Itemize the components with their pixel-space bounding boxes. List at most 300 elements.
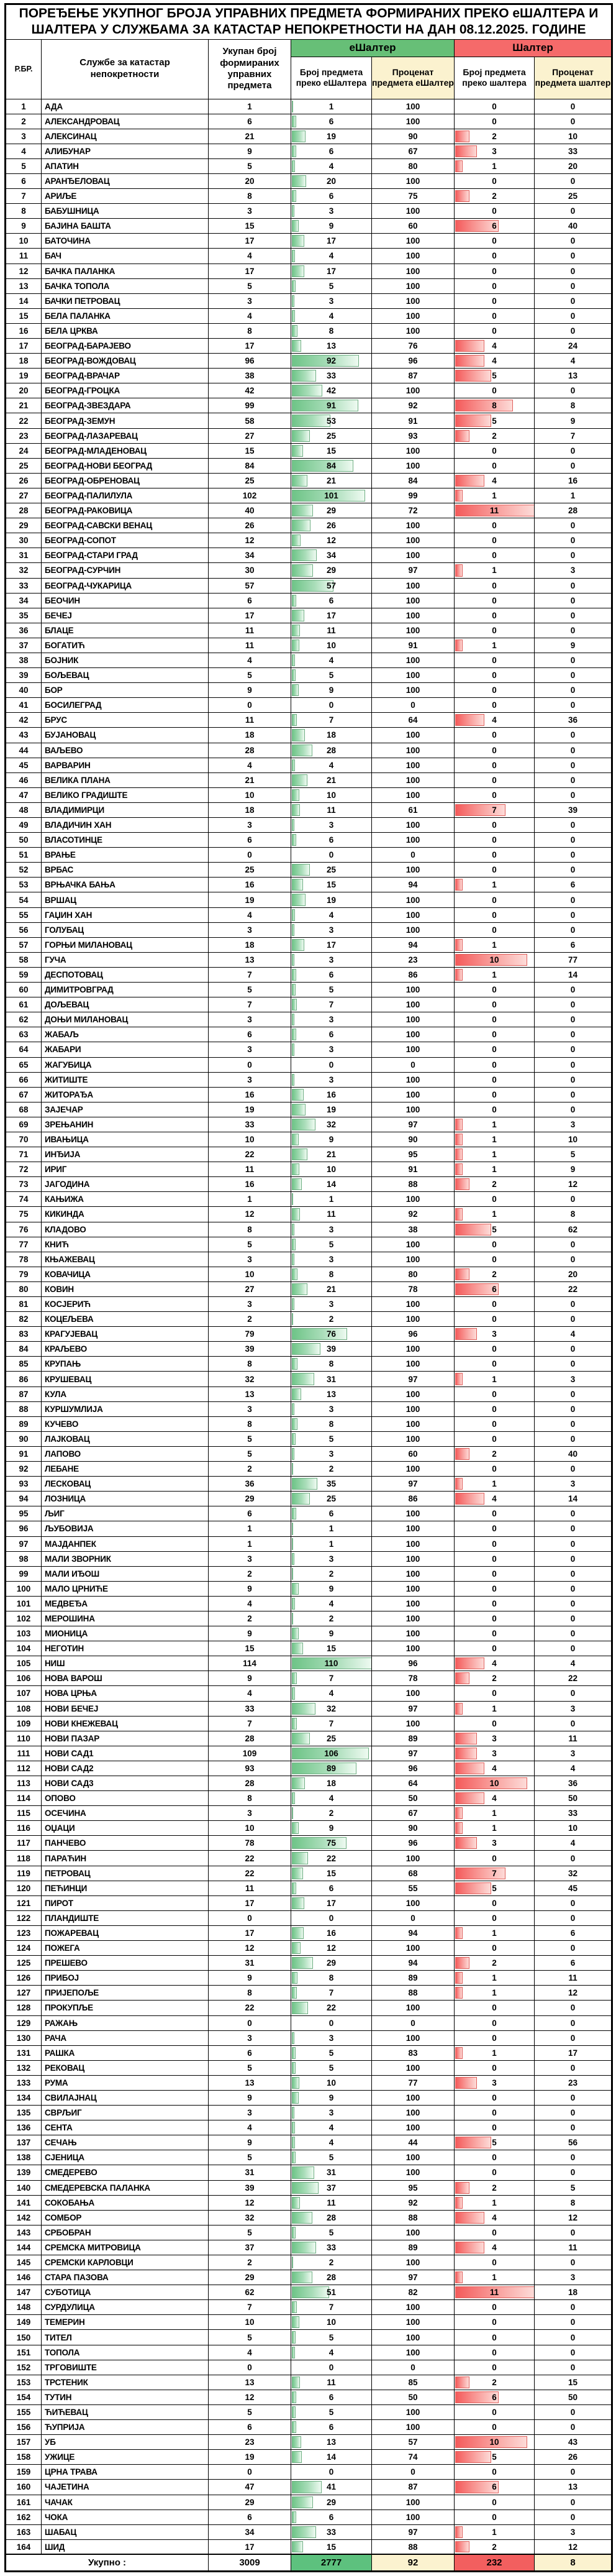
salter-count-cell-value: 0 [492,2467,497,2477]
salter-percent-cell: 23 [535,2075,612,2090]
esalter-count-cell-value: 21 [326,1284,337,1294]
salter-data-bar [455,145,477,157]
esalter-percent-cell: 100 [372,1851,455,1866]
esalter-data-bar [292,430,310,442]
rank-cell: 113 [6,1776,42,1791]
esalter-data-bar [292,2227,296,2239]
esalter-data-bar [292,984,296,996]
table-row [6,2450,612,2465]
salter-count-cell [455,383,535,398]
esalter-count-cell [291,1342,372,1357]
total-count-cell: 5 [209,158,291,173]
esalter-count-cell [291,1416,372,1431]
table-row [6,1446,612,1461]
rank-cell: 32 [6,563,42,578]
esalter-percent-cell: 94 [372,878,455,892]
esalter-percent-cell: 100 [372,653,455,667]
esalter-count-cell-value: 16 [326,1089,337,1099]
esalter-data-bar [292,1148,307,1160]
table-row [6,2255,612,2270]
esalter-data-bar [292,789,299,801]
service-name-cell: КОЦЕЉЕВА [42,1312,209,1327]
esalter-count-cell [291,458,372,473]
esalter-data-bar [292,2496,313,2508]
esalter-percent-cell: 0 [372,848,455,863]
esalter-count-cell-value: 22 [326,2003,337,2013]
rank-cell: 147 [6,2285,42,2300]
esalter-count-cell-value: 3 [328,2108,334,2118]
total-count-cell: 34 [209,548,291,563]
salter-count-cell [455,2135,535,2150]
esalter-percent-cell: 100 [372,1192,455,1207]
esalter-data-bar [292,1957,313,1969]
esalter-count-cell [291,1971,372,1986]
salter-count-cell-value: 0 [492,1254,497,1264]
rank-cell: 74 [6,1192,42,1207]
esalter-count-cell [291,922,372,937]
salter-data-bar [455,2451,491,2463]
salter-data-bar [455,1148,463,1160]
salter-count-cell [455,2015,535,2030]
service-name-cell: ИРИГ [42,1162,209,1177]
service-name-cell: ЖАБАЉ [42,1027,209,1042]
rank-cell: 20 [6,383,42,398]
esalter-percent-cell: 96 [372,1327,455,1342]
total-count-cell: 10 [209,1267,291,1281]
service-name-cell: НОВИ КНЕЖЕВАЦ [42,1716,209,1731]
esalter-percent-cell: 100 [372,1536,455,1551]
rank-cell: 110 [6,1731,42,1746]
esalter-data-bar [292,669,296,681]
esalter-count-cell-value: 15 [326,2542,337,2552]
rank-cell: 37 [6,638,42,653]
esalter-percent-cell: 50 [372,1791,455,1806]
rank-cell: 41 [6,698,42,713]
esalter-count-cell [291,952,372,967]
esalter-count-cell-value: 5 [328,2227,334,2237]
esalter-data-bar [292,1163,299,1175]
esalter-count-cell-value: 10 [326,2078,337,2088]
salter-percent-cell: 0 [535,1042,612,1057]
salter-count-cell-value: 0 [492,2018,497,2028]
esalter-count-cell-value: 8 [328,326,334,336]
esalter-count-cell-value: 14 [326,1180,337,1189]
total-count-cell: 8 [209,1416,291,1431]
esalter-count-cell-value: 9 [328,2093,334,2103]
salter-count-cell [455,563,535,578]
esalter-count-cell-value: 4 [328,251,334,261]
salter-data-bar [455,1328,477,1340]
salter-count-cell [455,339,535,354]
salter-count-cell [455,833,535,848]
esalter-count-cell-value: 3 [328,820,334,830]
total-count-cell: 31 [209,2165,291,2180]
service-name-cell: КОВИН [42,1281,209,1296]
table-row [6,249,612,264]
service-name-cell: ВАЉЕВО [42,743,209,758]
esalter-percent-cell: 78 [372,1671,455,1686]
total-count-cell: 0 [209,1910,291,1925]
table-row [6,1641,612,1656]
salter-percent-cell: 33 [535,144,612,158]
total-count-cell: 5 [209,2330,291,2345]
esalter-count-cell [291,623,372,638]
rank-cell: 114 [6,1791,42,1806]
total-count-cell: 9 [209,683,291,698]
rank-cell: 90 [6,1431,42,1446]
service-name-cell: ТОПОЛА [42,2345,209,2360]
salter-percent-cell: 1 [535,488,612,503]
salter-count-cell-value: 0 [492,745,497,755]
salter-count-cell [455,1821,535,1836]
table-row [6,1281,612,1296]
esalter-count-cell-value: 25 [326,1494,337,1504]
rank-cell: 138 [6,2150,42,2165]
table-row [6,2075,612,2090]
salter-percent-cell: 6 [535,878,612,892]
salter-count-cell [455,144,535,158]
salter-percent-cell: 0 [535,1342,612,1357]
rank-cell: 159 [6,2465,42,2480]
esalter-percent-cell: 96 [372,354,455,369]
esalter-count-cell-value: 19 [326,1104,337,1114]
esalter-data-bar [292,250,295,262]
service-name-cell: ПРЕШЕВО [42,1956,209,1971]
table-row [6,1267,612,1281]
salter-data-bar [455,1972,463,1984]
salter-percent-cell: 0 [535,1536,612,1551]
salter-count-cell [455,2375,535,2390]
esalter-count-cell-value: 6 [328,2392,334,2402]
esalter-data-bar [292,505,313,516]
salter-data-bar [455,969,463,981]
rank-cell: 14 [6,293,42,308]
salter-count-cell-value: 1 [492,940,497,950]
esalter-percent-cell: 95 [372,2180,455,2195]
service-name-cell: ЛОЗНИЦА [42,1492,209,1506]
esalter-percent-cell: 92 [372,1207,455,1222]
esalter-count-cell [291,772,372,787]
esalter-data-bar [292,1777,305,1789]
salter-percent-cell: 0 [535,1596,612,1611]
esalter-data-bar [292,1433,296,1445]
esalter-count-cell [291,983,372,997]
esalter-percent-cell: 64 [372,713,455,728]
table-row [6,1686,612,1701]
esalter-count-cell [291,1162,372,1177]
esalter-data-bar [292,1927,304,1939]
esalter-count-cell [291,1102,372,1117]
table-row [6,398,612,413]
esalter-percent-cell: 100 [372,1566,455,1581]
salter-percent-cell: 0 [535,1416,612,1431]
rank-cell: 60 [6,983,42,997]
esalter-count-cell-value: 4 [328,1794,334,1804]
esalter-count-cell-value: 6 [328,1883,334,1893]
service-name-cell: ЛАПОВО [42,1446,209,1461]
total-count-cell: 3 [209,2106,291,2120]
salter-count-cell [455,2030,535,2045]
salter-percent-cell: 4 [535,354,612,369]
service-name-cell: ПОЖАРЕВАЦ [42,1925,209,1940]
total-count-cell: 12 [209,1207,291,1222]
salter-count-cell [455,234,535,249]
salter-count-cell [455,863,535,878]
table-row [6,2360,612,2375]
rank-cell: 141 [6,2195,42,2210]
esalter-percent-cell: 100 [372,1716,455,1731]
total-count-cell: 12 [209,2390,291,2404]
table-row [6,728,612,743]
esalter-count-cell-value: 3 [328,2033,334,2043]
salter-count-cell [455,1087,535,1102]
esalter-count-cell [291,653,372,667]
esalter-data-bar [292,1672,297,1684]
rank-cell: 63 [6,1027,42,1042]
esalter-count-cell [291,1881,372,1895]
esalter-count-cell [291,383,372,398]
service-name-cell: НИШ [42,1656,209,1671]
salter-percent-cell: 0 [535,848,612,863]
esalter-data-bar [292,1703,315,1715]
table-row [6,2524,612,2539]
salter-percent-cell: 12 [535,1986,612,2001]
esalter-count-cell-value: 5 [328,2332,334,2342]
esalter-count-cell [291,129,372,144]
esalter-percent-cell: 88 [372,1986,455,2001]
esalter-count-cell [291,533,372,548]
esalter-percent-cell: 100 [372,458,455,473]
salter-count-cell-value: 0 [492,2407,497,2417]
esalter-count-cell-value: 3 [328,925,334,935]
total-count-cell: 2 [209,1611,291,1626]
salter-percent-cell: 26 [535,2450,612,2465]
salter-count-cell [455,1431,535,1446]
esalter-count-cell [291,1297,372,1312]
rank-cell: 157 [6,2435,42,2450]
rank-cell: 93 [6,1477,42,1492]
esalter-data-bar [292,1822,299,1834]
rank-cell: 9 [6,219,42,234]
salter-data-bar [455,1957,469,1969]
salter-count-cell [455,1477,535,1492]
total-count-cell: 28 [209,1731,291,1746]
esalter-data-bar [292,1373,314,1385]
total-count-cell: 84 [209,458,291,473]
salter-count-cell [455,2060,535,2075]
esalter-count-cell [291,1281,372,1296]
service-name-cell: ТИТЕЛ [42,2330,209,2345]
esalter-percent-cell: 88 [372,1177,455,1192]
salter-percent-cell: 0 [535,2465,612,2480]
salter-percent-cell: 0 [535,1581,612,1596]
esalter-data-bar [292,2077,299,2089]
esalter-count-cell-value: 1 [328,1524,334,1534]
salter-percent-cell: 0 [535,1551,612,1566]
esalter-count-cell [291,2060,372,2075]
esalter-count-cell [291,2270,372,2285]
salter-count-cell [455,1611,535,1626]
total-count-cell: 32 [209,1372,291,1387]
salter-count-cell-value: 10 [489,2437,499,2447]
esalter-percent-cell: 57 [372,2435,455,2450]
rank-cell: 78 [6,1252,42,1267]
total-count-cell: 5 [209,1431,291,1446]
salter-count-cell [455,638,535,653]
esalter-count-cell-value: 17 [326,236,337,246]
rank-cell: 102 [6,1611,42,1626]
salter-count-cell-value: 0 [492,1598,497,1608]
salter-count-cell-value: 0 [492,2258,497,2268]
esalter-count-cell [291,398,372,413]
esalter-percent-cell: 100 [372,593,455,608]
salter-count-cell [455,2180,535,2195]
table-row [6,1072,612,1087]
salter-percent-cell: 40 [535,1446,612,1461]
rank-cell: 137 [6,2135,42,2150]
salter-percent-cell: 13 [535,369,612,383]
salter-percent-cell: 0 [535,1941,612,1956]
esalter-data-bar [292,1807,293,1819]
salter-percent-cell: 39 [535,802,612,817]
table-row [6,937,612,952]
esalter-percent-cell: 100 [372,2255,455,2270]
esalter-count-cell [291,818,372,833]
rank-cell: 120 [6,1881,42,1895]
salter-data-bar [455,1224,491,1235]
service-name-cell: ПИРОТ [42,1895,209,1910]
table-row [6,1177,612,1192]
esalter-percent-cell: 100 [372,2300,455,2315]
esalter-data-bar [292,999,297,1011]
service-name-cell: БЕОЧИН [42,593,209,608]
esalter-count-cell-value: 21 [326,1150,337,1160]
total-count-cell: 9 [209,2135,291,2150]
rank-cell: 128 [6,2001,42,2015]
esalter-data-bar [292,864,310,876]
esalter-count-cell-value: 10 [326,640,337,650]
esalter-percent-cell: 87 [372,2480,455,2495]
salter-data-bar [455,340,484,352]
table-row [6,1566,612,1581]
total-count-cell: 17 [209,608,291,623]
esalter-count-cell [291,1431,372,1446]
salter-count-cell [455,548,535,563]
rank-cell: 76 [6,1222,42,1237]
salter-count-cell-value: 0 [492,461,497,470]
total-count-cell: 0 [209,1057,291,1072]
salter-percent-cell: 28 [535,503,612,518]
rank-cell: 26 [6,473,42,488]
esalter-count-cell-value: 4 [328,2347,334,2357]
rank-cell: 91 [6,1446,42,1461]
salter-count-cell-value: 0 [492,2168,497,2178]
table-row [6,1102,612,1117]
salter-count-cell-value: 0 [492,1344,497,1354]
salter-count-cell [455,1492,535,1506]
service-name-cell: МАЛИ ЗВОРНИК [42,1551,209,1566]
esalter-count-cell-value: 76 [326,1329,337,1339]
salter-percent-cell: 0 [535,2495,612,2510]
total-count-cell: 5 [209,668,291,683]
total-count-cell: 3 [209,1401,291,1416]
total-count-cell: 11 [209,1162,291,1177]
table-row [6,99,612,114]
esalter-count-cell [291,2420,372,2435]
service-name-cell: СЕНТА [42,2120,209,2135]
col-header-row-number: Р.БР. [6,39,42,99]
salter-percent-cell: 0 [535,1072,612,1087]
rank-cell: 53 [6,878,42,892]
esalter-count-cell [291,1895,372,1910]
service-name-cell: РАЖАЊ [42,2015,209,2030]
table-row [6,1746,612,1761]
salter-count-cell [455,653,535,667]
esalter-percent-cell: 100 [372,892,455,907]
salter-percent-cell: 0 [535,1521,612,1536]
rank-cell: 70 [6,1132,42,1147]
esalter-data-bar [292,549,317,561]
service-name-cell: ЖИТОРАЂА [42,1087,209,1102]
esalter-data-bar [292,2257,293,2268]
total-count-cell: 29 [209,1492,291,1506]
esalter-count-cell [291,2375,372,2390]
salter-percent-cell: 0 [535,833,612,848]
esalter-percent-cell: 0 [372,1057,455,1072]
table-row [6,2120,612,2135]
total-count-cell: 3 [209,1297,291,1312]
salter-count-cell-value: 0 [492,1419,497,1429]
esalter-count-cell [291,2345,372,2360]
salter-data-bar [455,400,513,411]
totals-salter-count: 232 [455,2554,535,2571]
salter-count-cell-value: 0 [492,1614,497,1624]
service-name-cell: СРБОБРАН [42,2225,209,2240]
esalter-count-cell-value: 29 [326,566,337,575]
salter-percent-cell: 6 [535,1956,612,1971]
esalter-percent-cell: 80 [372,1267,455,1281]
esalter-count-cell [291,2090,372,2105]
salter-count-cell [455,1117,535,1132]
salter-count-cell-value: 2 [492,1958,497,1968]
esalter-count-cell-value: 14 [326,2452,337,2462]
service-name-cell: ЧАЈЕТИНА [42,2480,209,2495]
rank-cell: 109 [6,1716,42,1731]
esalter-count-cell [291,278,372,293]
service-name-cell: СЕЧАЊ [42,2135,209,2150]
esalter-data-bar [292,639,299,651]
esalter-count-cell-value: 2 [328,1569,334,1579]
salter-count-cell [455,323,535,338]
salter-count-cell [455,428,535,443]
esalter-percent-cell: 100 [372,1087,455,1102]
esalter-count-cell [291,204,372,219]
salter-percent-cell: 0 [535,608,612,623]
salter-data-bar [455,804,505,816]
salter-count-cell-value: 0 [492,775,497,785]
salter-count-cell [455,1686,535,1701]
salter-count-cell [455,443,535,458]
service-name-cell: РЕКОВАЦ [42,2060,209,2075]
total-count-cell: 4 [209,907,291,922]
esalter-data-bar [292,1598,295,1610]
esalter-count-cell-value: 34 [326,551,337,561]
salter-count-cell-value: 2 [492,1269,497,1279]
salter-percent-cell: 50 [535,2390,612,2404]
esalter-data-bar [292,1328,347,1340]
esalter-count-cell-value: 17 [326,610,337,620]
rank-cell: 39 [6,668,42,683]
